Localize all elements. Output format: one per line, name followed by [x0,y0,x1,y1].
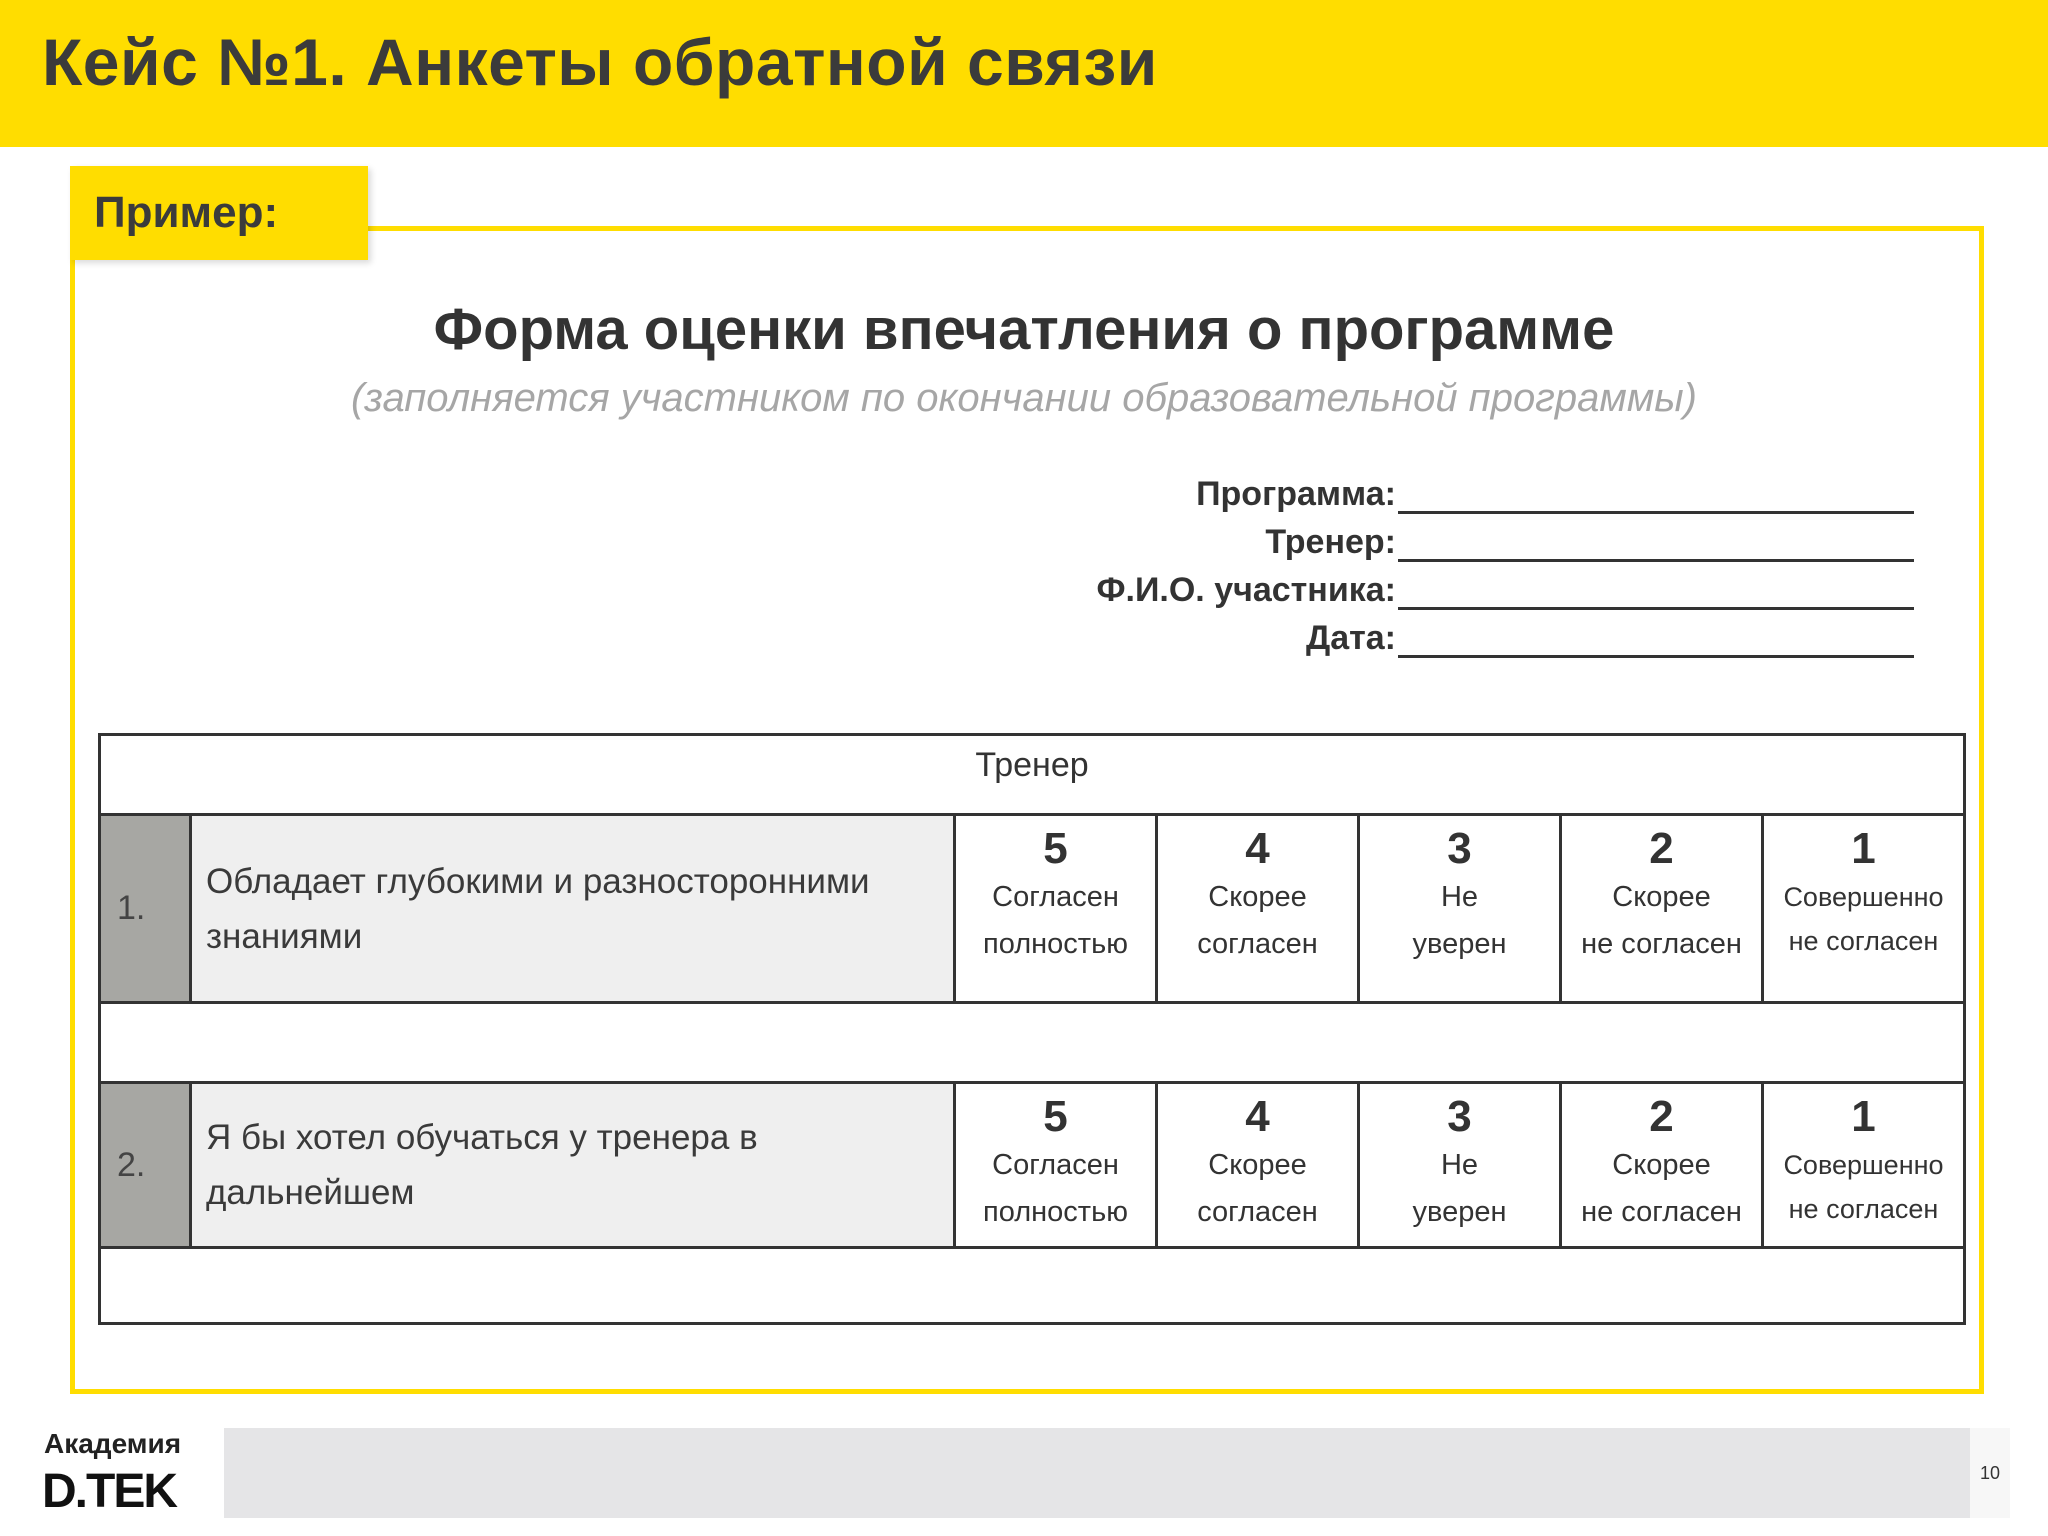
field-blank [1398,475,1914,514]
form-subtitle: (заполняется участником по окончании образовательной программы) [350,376,1697,420]
rating-value: 4 [1245,824,1270,873]
rating-label: Скорее [1208,1149,1307,1181]
title-bar [0,0,2048,147]
rating-value: 1 [1851,1092,1876,1141]
rating-label: согласен [1197,928,1318,960]
question-number: 1. [101,816,192,1001]
rating-option-2[interactable] [1562,816,1764,1001]
rating-option-5[interactable] [956,816,1158,1001]
rating-label: Не [1440,1149,1479,1181]
rating-label: не согласен [1581,928,1742,960]
rating-label: Не [1440,881,1479,913]
footer-bar [224,1428,2008,1518]
question-line: Я бы хотел обучаться у тренера в [206,1118,758,1157]
question-line: Обладает глубокими и разносторонними [206,861,870,901]
rating-value: 5 [1043,824,1068,873]
field-label: Тренер: [1265,523,1396,561]
field-blank [1398,523,1914,562]
table-header: Тренер [101,736,1963,816]
rating-option-1[interactable] [1764,816,1963,1001]
rating-label: Скорее [1208,881,1307,913]
rating-option-2[interactable] [1562,1084,1764,1246]
rating-value: 1 [1851,824,1876,873]
rating-table [98,733,1966,1325]
slide-title: Кейс №1. Анкеты обратной связи [42,25,1158,99]
rating-label: не согласен [1788,926,1939,956]
rating-label: Согласен [992,1149,1119,1181]
logo-text-bottom: D.TEK [42,1465,176,1518]
question-line: знаниями [206,916,363,956]
comment-area[interactable] [101,1004,1963,1081]
question-line: дальнейшем [206,1173,415,1212]
example-label-text: Пример: [94,188,279,237]
rating-value: 3 [1447,824,1472,873]
rating-label: уверен [1412,1196,1507,1228]
logo-text-top: Академия [44,1428,182,1459]
rating-label: Совершенно [1783,1150,1944,1180]
field-trainer [1265,518,1914,562]
field-participant-name [1097,566,1915,610]
rating-option-3[interactable] [1360,1084,1562,1246]
field-program [1196,470,1914,514]
rating-label: Совершенно [1783,882,1944,912]
rating-option-4[interactable] [1158,1084,1360,1246]
rating-label: полностью [983,928,1128,960]
rating-label: Скорее [1612,1149,1711,1181]
rating-label: не согласен [1581,1196,1742,1228]
rating-label: не согласен [1788,1194,1939,1224]
rating-label: Согласен [992,881,1119,913]
page-number: 10 [1970,1428,2010,1518]
field-label: Программа: [1196,475,1396,513]
rating-option-1[interactable] [1764,1084,1963,1246]
field-blank [1398,571,1914,610]
comment-area[interactable] [101,1249,1963,1322]
rating-value: 4 [1245,1092,1270,1141]
field-label: Дата: [1305,619,1396,657]
rating-option-3[interactable] [1360,816,1562,1001]
field-date [1306,614,1914,658]
rating-label: согласен [1197,1196,1318,1228]
rating-label: Скорее [1612,881,1711,913]
field-label: Ф.И.О. участника: [1096,571,1396,609]
rating-label: уверен [1412,928,1507,960]
question-text [192,816,956,1001]
form-title: Форма оценки впечатления о программе [433,297,1615,362]
rating-label: полностью [983,1196,1128,1228]
field-blank [1398,619,1914,658]
rating-value: 2 [1649,1092,1674,1141]
example-label [70,166,368,260]
rating-option-4[interactable] [1158,816,1360,1001]
rating-value: 5 [1043,1092,1068,1141]
question-number: 2. [101,1084,192,1246]
rating-option-5[interactable] [956,1084,1158,1246]
question-text [192,1084,956,1246]
academy-logo [42,1428,212,1518]
rating-value: 2 [1649,824,1674,873]
rating-value: 3 [1447,1092,1472,1141]
